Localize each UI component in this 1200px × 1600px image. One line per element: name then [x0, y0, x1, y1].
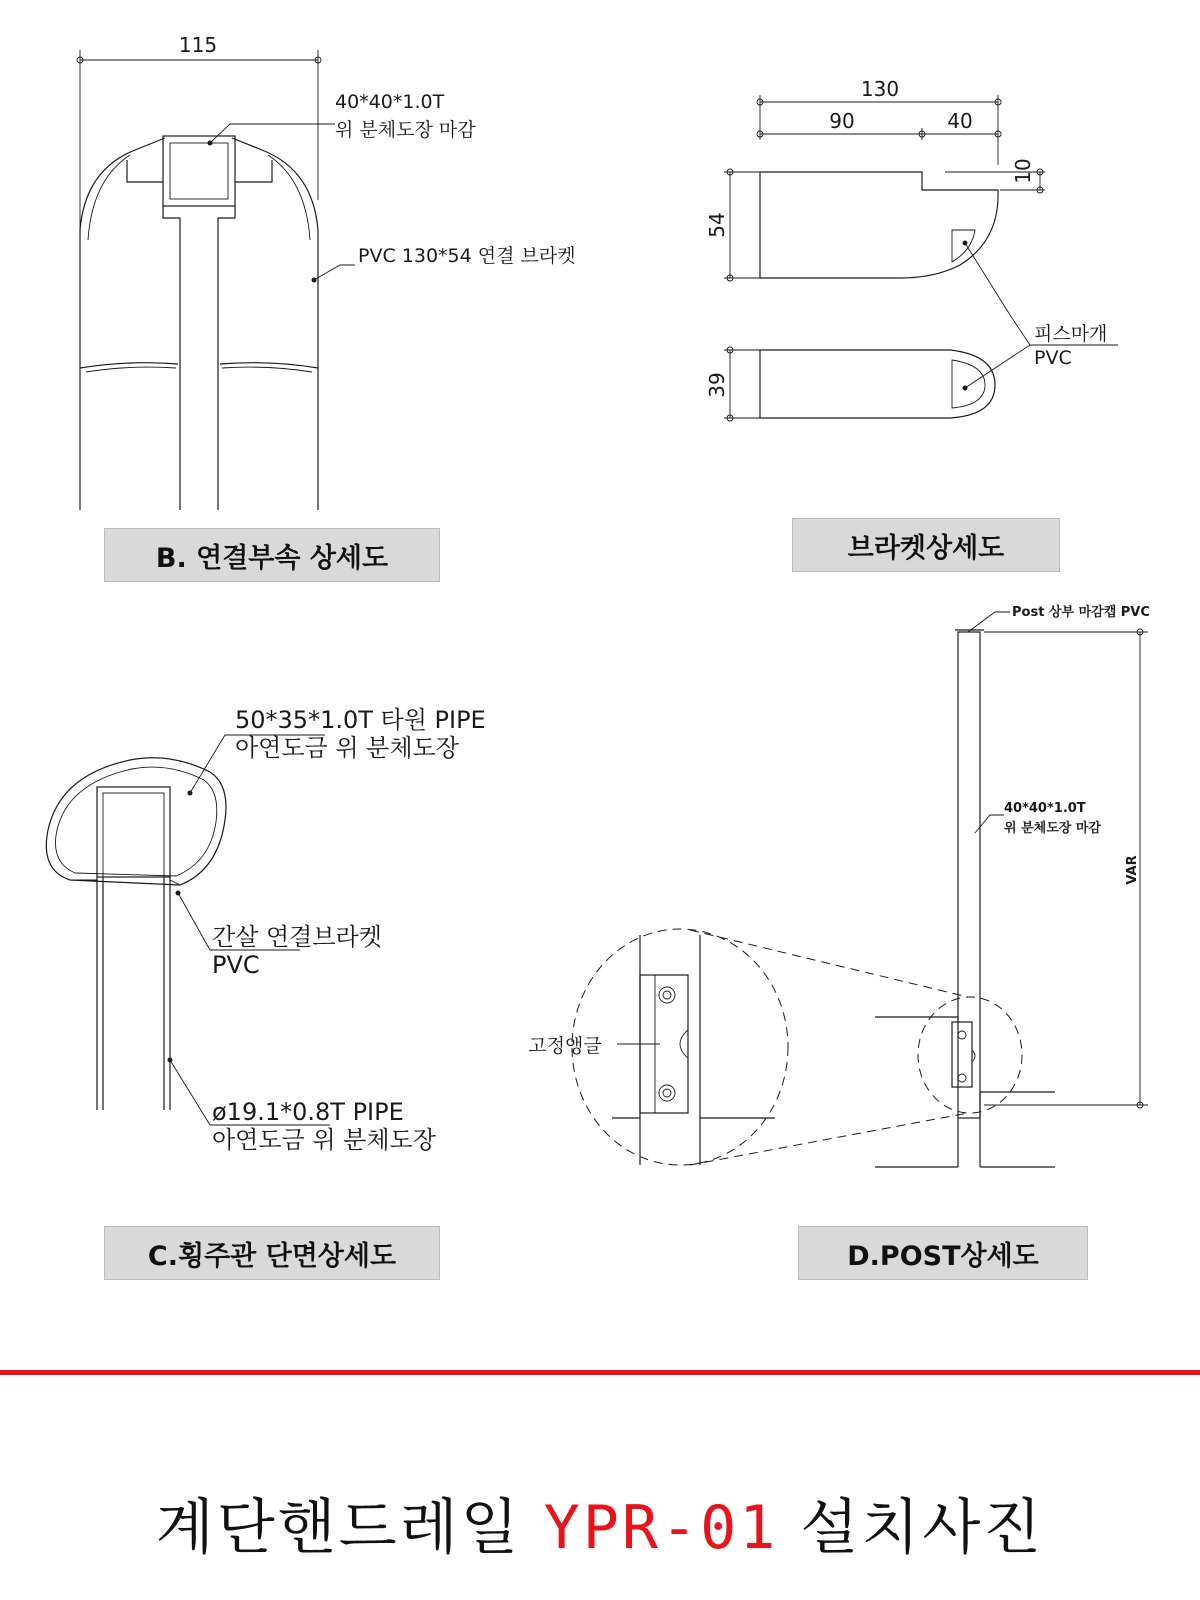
note-d-post-line1: 40*40*1.0T [1004, 801, 1086, 816]
note-c-bracket-line2: PVC [212, 951, 260, 979]
dim-90-label: 90 [829, 109, 855, 133]
footer-title-suffix: 설치사진 [800, 1493, 1045, 1563]
dim-130-label: 130 [860, 77, 900, 101]
dim-var-label: VAR [1125, 855, 1140, 885]
note-c-bracket-line1: 간살 연결브라켓 [212, 923, 382, 951]
dim-40-label: 40 [947, 109, 973, 133]
note-d-cap: Post 상부 마감캡 PVC [1012, 605, 1150, 620]
panel-bracket-drawing [705, 77, 1118, 421]
panel-c-drawing [46, 706, 485, 1154]
note-d-angle: 고정앵글 [528, 1035, 602, 1057]
dim-115-label: 115 [178, 33, 218, 57]
caption-b: B. 연결부속 상세도 [104, 528, 440, 582]
panel-b-drawing [77, 33, 576, 510]
note-b-pipe-line2: 위 분체도장 마감 [335, 119, 476, 141]
caption-bracket: 브라켓상세도 [792, 518, 1060, 572]
footer-title [0, 1480, 1200, 1566]
dim-54-label: 54 [705, 212, 729, 238]
red-divider [0, 1370, 1200, 1375]
note-d-post-line2: 위 분체도장 마감 [1004, 821, 1101, 836]
panel-d-drawing [528, 604, 1150, 1167]
note-b-bracket: PVC 130*54 연결 브라켓 [358, 245, 576, 267]
note-c-pipe-line1: ø19.1*0.8T PIPE [212, 1098, 404, 1126]
note-c-pipe-line2: 아연도금 위 분체도장 [212, 1126, 436, 1154]
dim-39-label: 39 [705, 372, 729, 398]
footer-title-prefix: 계단핸드레일 [155, 1493, 522, 1563]
note-c-oval-line2: 아연도금 위 분체도장 [235, 734, 459, 762]
caption-d: D.POST상세도 [798, 1226, 1088, 1280]
footer-model: YPR-01 [543, 1493, 779, 1563]
dim-10-label: 10 [1011, 158, 1035, 184]
caption-c: C.횡주관 단면상세도 [104, 1226, 440, 1280]
note-screw-cap-line2: PVC [1034, 347, 1072, 369]
note-b-pipe-line1: 40*40*1.0T [335, 91, 445, 113]
note-screw-cap-line1: 피스마개 [1034, 323, 1108, 345]
note-c-oval-line1: 50*35*1.0T 타원 PIPE [235, 706, 486, 734]
